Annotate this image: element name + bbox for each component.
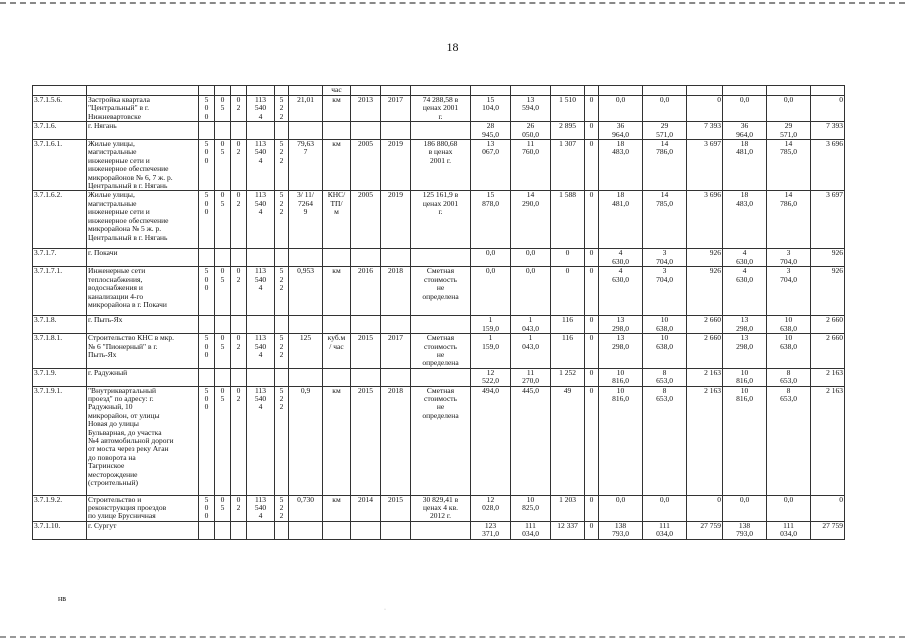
cell-capacity <box>289 122 323 140</box>
cell-forecast-source-2: 2 163 <box>811 368 845 386</box>
cell-financing-source-2: 1 307 <box>551 140 585 191</box>
cell-total-financing: 1 159,0 <box>471 334 511 369</box>
cell-forecast-source-2: 3 697 <box>811 191 845 249</box>
cell-unit: КНС/ ТП/ м <box>323 191 351 249</box>
cell-code-4: 113 540 4 <box>247 495 275 521</box>
cell-code-1 <box>199 368 215 386</box>
cell-code-2: 0 5 <box>215 334 231 369</box>
cell-code-1: 5 0 0 <box>199 334 215 369</box>
cell-total-financing: 1 159,0 <box>471 316 511 334</box>
cell-financing-source-2: 1 510 <box>551 96 585 122</box>
cell-estimated-cost: 30 829,41 в ценах 4 кв. 2012 г. <box>411 495 471 521</box>
cell-start-year: 2015 <box>351 386 381 495</box>
table-header-fragment <box>33 86 845 96</box>
cell-forecast-total: 10 816,0 <box>723 368 767 386</box>
cell-plan-source-1: 10 638,0 <box>643 334 687 369</box>
cell-plan-source-2: 0 <box>687 495 723 521</box>
cell-plan-source-2: 3 696 <box>687 191 723 249</box>
cell-code-1: 5 0 0 <box>199 140 215 191</box>
cell-code-1 <box>199 249 215 267</box>
cell-code-1: 5 0 0 <box>199 96 215 122</box>
cell-start-year: 2015 <box>351 334 381 369</box>
cell-financing-source-1: 0,0 <box>511 249 551 267</box>
cell-item-name: Жилые улицы, магистральные инженерные сети и инженерное обеспечение микрорайонов № 6, 7 ж. р. Центральный в г. Нягань <box>87 140 199 191</box>
cell-total-financing: 15 878,0 <box>471 191 511 249</box>
cell-unit <box>323 249 351 267</box>
cell-end-year: 2019 <box>381 140 411 191</box>
cell-forecast-source-1: 8 653,0 <box>767 368 811 386</box>
cell-end-year: 2018 <box>381 267 411 316</box>
cell-row-number: 3.7.1.5.6. <box>33 96 87 122</box>
cell-forecast-total: 0,0 <box>723 96 767 122</box>
cell-forecast-source-1: 0,0 <box>767 96 811 122</box>
table-row <box>33 334 845 369</box>
cell-code-1: 5 0 0 <box>199 267 215 316</box>
cell-forecast-source-2: 2 163 <box>811 386 845 495</box>
cell-financing-source-1: 1 043,0 <box>511 316 551 334</box>
cell-forecast-source-1: 8 653,0 <box>767 386 811 495</box>
cell-unit: км <box>323 386 351 495</box>
cell-start-year <box>351 316 381 334</box>
cell-financing-source-1: 111 034,0 <box>511 521 551 539</box>
table-row <box>33 368 845 386</box>
cell-code-2 <box>215 316 231 334</box>
cell-forecast-source-2: 926 <box>811 249 845 267</box>
cell-capacity <box>289 316 323 334</box>
cell-row-number: 3.7.1.7. <box>33 249 87 267</box>
cell-plan-total: 18 481,0 <box>599 191 643 249</box>
cell-code-2: 0 5 <box>215 96 231 122</box>
cell-forecast-source-1: 14 785,0 <box>767 140 811 191</box>
cell-forecast-source-2: 0 <box>811 96 845 122</box>
cell-plan-total: 0,0 <box>599 495 643 521</box>
cell-code-5: 5 2 2 <box>275 334 289 369</box>
cell-financing-source-3: 0 <box>585 334 599 369</box>
cell-forecast-source-1: 29 571,0 <box>767 122 811 140</box>
cell-plan-total: 13 298,0 <box>599 316 643 334</box>
cell-estimated-cost <box>411 316 471 334</box>
scan-speck: · <box>384 607 386 613</box>
table-row <box>33 140 845 191</box>
cell-plan-total: 0,0 <box>599 96 643 122</box>
cell-end-year <box>381 249 411 267</box>
cell-row-number: 3.7.1.6.2. <box>33 191 87 249</box>
cell-plan-source-2: 926 <box>687 249 723 267</box>
cell-row-number: 3.7.1.9.2. <box>33 495 87 521</box>
cell-code-4 <box>247 316 275 334</box>
cell-code-5 <box>275 249 289 267</box>
cell-total-financing: 0,0 <box>471 249 511 267</box>
cell-forecast-source-2: 3 696 <box>811 140 845 191</box>
table-row <box>33 495 845 521</box>
cell-start-year: 2005 <box>351 191 381 249</box>
cell-financing-source-1: 26 050,0 <box>511 122 551 140</box>
cell-plan-source-2: 3 697 <box>687 140 723 191</box>
cell-code-3: 0 2 <box>231 386 247 495</box>
cell-item-name: г. Покачи <box>87 249 199 267</box>
cell-forecast-source-2: 27 759 <box>811 521 845 539</box>
cell-end-year <box>381 368 411 386</box>
cell-row-number: 3.7.1.6. <box>33 122 87 140</box>
cell-forecast-total: 18 483,0 <box>723 191 767 249</box>
table-row <box>33 96 845 122</box>
cell-plan-source-1: 3 704,0 <box>643 267 687 316</box>
cell-financing-source-2: 116 <box>551 334 585 369</box>
cell-plan-source-1: 14 785,0 <box>643 191 687 249</box>
cell-total-financing: 13 067,0 <box>471 140 511 191</box>
cell-financing-source-1: 14 290,0 <box>511 191 551 249</box>
cell-code-4: 113 540 4 <box>247 96 275 122</box>
cell-financing-source-1: 1 043,0 <box>511 334 551 369</box>
cell-unit: км <box>323 140 351 191</box>
cell-plan-source-2: 27 759 <box>687 521 723 539</box>
cell-item-name: Застройка квартала "Центральный" в г. Нижневартовске <box>87 96 199 122</box>
cell-code-3 <box>231 249 247 267</box>
cell-item-name: Жилые улицы, магистральные инженерные сети и инженерное обеспечение микрорайона № 5 ж. р. Центральный в г. Нягань <box>87 191 199 249</box>
cell-capacity <box>289 249 323 267</box>
cell-forecast-source-1: 111 034,0 <box>767 521 811 539</box>
cell-estimated-cost: 125 161,9 в ценах 2001 г. <box>411 191 471 249</box>
cell-start-year: 2013 <box>351 96 381 122</box>
cell-item-name: г. Пыть-Ях <box>87 316 199 334</box>
cell-plan-source-1: 14 786,0 <box>643 140 687 191</box>
cell-plan-source-2: 926 <box>687 267 723 316</box>
cell-plan-source-1: 8 653,0 <box>643 386 687 495</box>
cell-forecast-source-2: 926 <box>811 267 845 316</box>
cell-estimated-cost: Сметная стоимость не определена <box>411 386 471 495</box>
cell-plan-source-1: 0,0 <box>643 495 687 521</box>
cell-end-year: 2019 <box>381 191 411 249</box>
cell-plan-source-1: 10 638,0 <box>643 316 687 334</box>
cell-code-1: 5 0 0 <box>199 191 215 249</box>
cell-total-financing: 0,0 <box>471 267 511 316</box>
cell-item-name: Строительство и реконструкция проездов по улице Брусничная <box>87 495 199 521</box>
cell-estimated-cost <box>411 122 471 140</box>
cell-estimated-cost <box>411 521 471 539</box>
cell-unit <box>323 521 351 539</box>
cell-code-5 <box>275 316 289 334</box>
cell-plan-total: 18 483,0 <box>599 140 643 191</box>
cell-financing-source-3: 0 <box>585 249 599 267</box>
cell-code-2 <box>215 122 231 140</box>
cell-plan-source-1: 3 704,0 <box>643 249 687 267</box>
cell-forecast-source-1: 3 704,0 <box>767 267 811 316</box>
cell-start-year: 2005 <box>351 140 381 191</box>
cell-estimated-cost <box>411 368 471 386</box>
cell-code-4 <box>247 122 275 140</box>
scan-top-edge <box>0 2 905 4</box>
cell-capacity: 0,953 <box>289 267 323 316</box>
cell-item-name: Инженерные сети теплоснабжения, водоснабжения и канализации 4-го микрорайона в г. Покачи <box>87 267 199 316</box>
cell-plan-total: 10 816,0 <box>599 386 643 495</box>
cell-financing-source-3: 0 <box>585 368 599 386</box>
cell-row-number: 3.7.1.9.1. <box>33 386 87 495</box>
table-row <box>33 267 845 316</box>
cell-financing-source-1: 10 825,0 <box>511 495 551 521</box>
cell-end-year <box>381 521 411 539</box>
cell-forecast-total: 0,0 <box>723 495 767 521</box>
cell-code-3 <box>231 316 247 334</box>
cell-estimated-cost: 74 288,58 в ценах 2001 г. <box>411 96 471 122</box>
cell-forecast-source-2: 2 660 <box>811 334 845 369</box>
cell-plan-total: 36 964,0 <box>599 122 643 140</box>
cell-financing-source-2: 1 203 <box>551 495 585 521</box>
cell-code-5 <box>275 521 289 539</box>
cell-plan-total: 4 630,0 <box>599 267 643 316</box>
cell-capacity: 21,01 <box>289 96 323 122</box>
cell-forecast-source-2: 0 <box>811 495 845 521</box>
cell-forecast-total: 138 793,0 <box>723 521 767 539</box>
page-number: 18 <box>446 40 459 54</box>
cell-financing-source-2: 116 <box>551 316 585 334</box>
cell-end-year: 2018 <box>381 386 411 495</box>
cell-code-2 <box>215 521 231 539</box>
table-row <box>33 386 845 495</box>
cell-code-1: 5 0 0 <box>199 386 215 495</box>
cell-forecast-total: 13 298,0 <box>723 316 767 334</box>
cell-plan-source-2: 2 163 <box>687 386 723 495</box>
cell-capacity <box>289 521 323 539</box>
cell-code-3: 0 2 <box>231 495 247 521</box>
cell-row-number: 3.7.1.8. <box>33 316 87 334</box>
cell-end-year <box>381 122 411 140</box>
cell-code-4 <box>247 368 275 386</box>
cell-unit <box>323 316 351 334</box>
cell-financing-source-3: 0 <box>585 386 599 495</box>
cell-item-name: "Внутриквартальный проезд" по адресу: г. Радужный, 10 микрорайон, от улицы Новая до улицы Бульварная, до участка №4 автомобильной дороги от моста через реку Аган до поворота на Тагринское месторождение (строительный) <box>87 386 199 495</box>
cell-unit <box>323 368 351 386</box>
cell-total-financing: 12 028,0 <box>471 495 511 521</box>
cell-start-year <box>351 368 381 386</box>
cell-plan-source-2: 2 660 <box>687 316 723 334</box>
cell-estimated-cost: Сметная стоимость не определена <box>411 267 471 316</box>
cell-forecast-source-1: 3 704,0 <box>767 249 811 267</box>
cell-forecast-source-2: 2 660 <box>811 316 845 334</box>
cell-code-2: 0 5 <box>215 386 231 495</box>
cell-end-year: 2017 <box>381 334 411 369</box>
cell-code-4 <box>247 249 275 267</box>
cell-total-financing: 15 104,0 <box>471 96 511 122</box>
cell-code-5: 5 2 2 <box>275 495 289 521</box>
cell-financing-source-1: 0,0 <box>511 267 551 316</box>
cell-code-1 <box>199 521 215 539</box>
cell-forecast-total: 18 481,0 <box>723 140 767 191</box>
cell-code-3: 0 2 <box>231 96 247 122</box>
cell-financing-source-3: 0 <box>585 96 599 122</box>
cell-code-5 <box>275 122 289 140</box>
cell-financing-source-2: 1 252 <box>551 368 585 386</box>
cell-plan-source-1: 8 653,0 <box>643 368 687 386</box>
table-row <box>33 521 845 539</box>
cell-code-5: 5 2 2 <box>275 191 289 249</box>
cell-start-year: 2016 <box>351 267 381 316</box>
cell-code-3 <box>231 368 247 386</box>
cell-code-1 <box>199 316 215 334</box>
cell-item-name: г. Радужный <box>87 368 199 386</box>
cell-row-number: 3.7.1.9. <box>33 368 87 386</box>
cell-capacity: 3/ 11/ 7264 9 <box>289 191 323 249</box>
cell-code-1: 5 0 0 <box>199 495 215 521</box>
table-row <box>33 191 845 249</box>
cell-total-financing: 123 371,0 <box>471 521 511 539</box>
cell-forecast-source-1: 10 638,0 <box>767 316 811 334</box>
cell-forecast-total: 36 964,0 <box>723 122 767 140</box>
cell-forecast-source-2: 7 393 <box>811 122 845 140</box>
cell-item-name: Строительство КНС в мкр. № 6 "Пионерный" в г. Пыть-Ях <box>87 334 199 369</box>
cell-row-number: 3.7.1.6.1. <box>33 140 87 191</box>
cell-plan-source-1: 111 034,0 <box>643 521 687 539</box>
cell-estimated-cost: 186 880,68 в ценах 2001 г. <box>411 140 471 191</box>
cell-unit: км <box>323 495 351 521</box>
table-row <box>33 249 845 267</box>
cell-total-financing: 28 945,0 <box>471 122 511 140</box>
cell-capacity: 79,63 7 <box>289 140 323 191</box>
cell-row-number: 3.7.1.10. <box>33 521 87 539</box>
cell-capacity <box>289 368 323 386</box>
cell-unit: куб.м / час <box>323 334 351 369</box>
cell-forecast-total: 13 298,0 <box>723 334 767 369</box>
cell-code-1 <box>199 122 215 140</box>
cell-code-5: 5 2 2 <box>275 140 289 191</box>
cell-plan-source-2: 7 393 <box>687 122 723 140</box>
cell-start-year <box>351 122 381 140</box>
cell-forecast-source-1: 0,0 <box>767 495 811 521</box>
cell-code-4 <box>247 521 275 539</box>
cell-code-2: 0 5 <box>215 267 231 316</box>
cell-plan-source-2: 2 660 <box>687 334 723 369</box>
cell-code-2 <box>215 249 231 267</box>
cell-estimated-cost <box>411 249 471 267</box>
cell-plan-total: 13 298,0 <box>599 334 643 369</box>
scan-bottom-edge <box>0 636 905 638</box>
cell-financing-source-3: 0 <box>585 122 599 140</box>
cell-item-name: г. Нягань <box>87 122 199 140</box>
cell-row-number: 3.7.1.7.1. <box>33 267 87 316</box>
cell-financing-source-3: 0 <box>585 140 599 191</box>
cell-financing-source-2: 0 <box>551 267 585 316</box>
cell-code-5: 5 2 2 <box>275 96 289 122</box>
cell-end-year <box>381 316 411 334</box>
cell-plan-source-1: 29 571,0 <box>643 122 687 140</box>
cell-code-2 <box>215 368 231 386</box>
cell-code-5 <box>275 368 289 386</box>
cell-row-number: 3.7.1.8.1. <box>33 334 87 369</box>
cell-financing-source-3: 0 <box>585 316 599 334</box>
cell-plan-total: 138 793,0 <box>599 521 643 539</box>
cell-forecast-total: 10 816,0 <box>723 386 767 495</box>
cell-financing-source-1: 11 760,0 <box>511 140 551 191</box>
cell-financing-source-3: 0 <box>585 495 599 521</box>
cell-code-4: 113 540 4 <box>247 267 275 316</box>
cell-financing-source-2: 12 337 <box>551 521 585 539</box>
cell-financing-source-3: 0 <box>585 521 599 539</box>
cell-capacity: 0,9 <box>289 386 323 495</box>
cell-code-2: 0 5 <box>215 495 231 521</box>
cell-financing-source-2: 1 588 <box>551 191 585 249</box>
cell-forecast-source-1: 10 638,0 <box>767 334 811 369</box>
cell-code-4: 113 540 4 <box>247 334 275 369</box>
cell-financing-source-2: 0 <box>551 249 585 267</box>
cell-total-financing: 494,0 <box>471 386 511 495</box>
investment-program-table <box>32 85 845 540</box>
cell-unit: км <box>323 267 351 316</box>
cell-financing-source-1: 13 594,0 <box>511 96 551 122</box>
cell-financing-source-1: 445,0 <box>511 386 551 495</box>
cell-code-4: 113 540 4 <box>247 386 275 495</box>
cell-start-year <box>351 521 381 539</box>
cell-financing-source-3: 0 <box>585 191 599 249</box>
cell-total-financing: 12 522,0 <box>471 368 511 386</box>
cell-financing-source-1: 11 270,0 <box>511 368 551 386</box>
cell-code-3: 0 2 <box>231 140 247 191</box>
cell-financing-source-2: 2 895 <box>551 122 585 140</box>
cell-code-5: 5 2 2 <box>275 386 289 495</box>
cell-capacity: 125 <box>289 334 323 369</box>
cell-plan-source-2: 0 <box>687 96 723 122</box>
cell-code-4: 113 540 4 <box>247 191 275 249</box>
cell-capacity: 0,730 <box>289 495 323 521</box>
cell-financing-source-2: 49 <box>551 386 585 495</box>
cell-plan-source-2: 2 163 <box>687 368 723 386</box>
cell-code-5: 5 2 2 <box>275 267 289 316</box>
cell-code-3: 0 2 <box>231 334 247 369</box>
cell-item-name: г. Сургут <box>87 521 199 539</box>
table-row <box>33 122 845 140</box>
cell-code-2: 0 5 <box>215 140 231 191</box>
cell-code-4: 113 540 4 <box>247 140 275 191</box>
cell-unit <box>323 122 351 140</box>
cell-plan-total: 10 816,0 <box>599 368 643 386</box>
cell-estimated-cost: Сметная стоимость не определена <box>411 334 471 369</box>
cell-plan-total: 4 630,0 <box>599 249 643 267</box>
cell-unit: км <box>323 96 351 122</box>
table-row <box>33 316 845 334</box>
cell-forecast-total: 4 630,0 <box>723 267 767 316</box>
cell-end-year: 2015 <box>381 495 411 521</box>
cell-code-3 <box>231 521 247 539</box>
cell-plan-source-1: 0,0 <box>643 96 687 122</box>
header-partial-text: час <box>323 86 351 96</box>
cell-start-year <box>351 249 381 267</box>
cell-code-3 <box>231 122 247 140</box>
cell-start-year: 2014 <box>351 495 381 521</box>
cell-financing-source-3: 0 <box>585 267 599 316</box>
cell-code-3: 0 2 <box>231 191 247 249</box>
cell-forecast-total: 4 630,0 <box>723 249 767 267</box>
cell-code-3: 0 2 <box>231 267 247 316</box>
cell-forecast-source-1: 14 786,0 <box>767 191 811 249</box>
cell-code-2: 0 5 <box>215 191 231 249</box>
footnote-mark: нв <box>58 594 67 603</box>
cell-end-year: 2017 <box>381 96 411 122</box>
